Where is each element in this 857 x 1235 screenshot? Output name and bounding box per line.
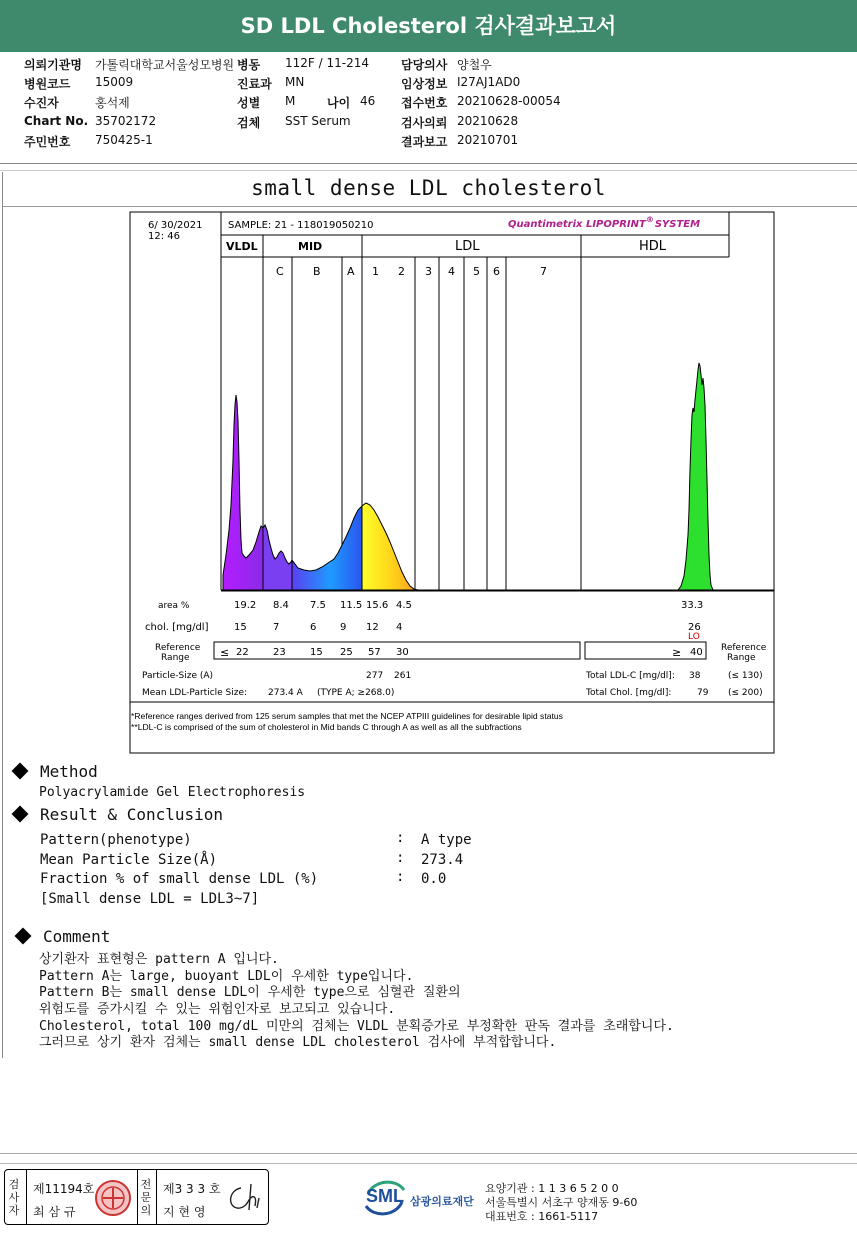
result-row-label: Fraction % of small dense LDL (%) <box>40 871 319 887</box>
ref-right-line2: Range <box>727 653 756 663</box>
area-value: 4.5 <box>396 600 412 611</box>
panel-border <box>2 172 3 1058</box>
section-hdl-label: HDL <box>639 239 667 254</box>
divider <box>26 1170 27 1224</box>
method-heading-text: Method <box>40 762 98 781</box>
ref-ge-symbol: ≥ <box>672 646 682 659</box>
method-heading <box>14 762 98 781</box>
comment-line: 위험도를 증가시킬 수 있는 위험인자로 보고되고 있습니다. <box>39 1002 396 1017</box>
receipt-label: 접수번호 <box>401 96 448 110</box>
request-label: 검사의뢰 <box>401 116 448 130</box>
band-label: C <box>276 265 284 278</box>
area-value: 8.4 <box>273 600 289 611</box>
recipient-value: 홍석제 <box>95 96 130 110</box>
particle-size-1: 277 <box>366 671 384 681</box>
band-label: 5 <box>473 265 480 278</box>
sample-id: SAMPLE: 21 - 118019050210 <box>228 220 374 231</box>
comment-line: Pattern A는 large, buoyant LDL이 우세한 type입니다. <box>39 969 414 984</box>
total-ldl-ref: (≤ 130) <box>728 671 763 681</box>
ward-value: 112F / 11-214 <box>285 56 369 70</box>
report-date-label: 결과보고 <box>401 135 448 149</box>
result-row-sep: : <box>396 850 405 866</box>
ref-label-line1: Reference <box>155 643 201 653</box>
hospital-label: 의뢰기관명 <box>24 58 82 72</box>
sml-logo-text: SML <box>366 1186 404 1206</box>
divider <box>0 1163 857 1164</box>
result-row-value: 0.0 <box>421 871 447 887</box>
divider <box>0 170 857 171</box>
report-title: SD LDL Cholesterol 검사결과보고서 <box>240 14 617 38</box>
mean-ldl-label: Mean LDL-Particle Size: <box>142 688 248 698</box>
hospital-value: 가톨릭대학교서울성모병원 <box>95 58 235 72</box>
org-code: 요양기관 : 1 1 3 6 5 2 0 0 <box>485 1182 619 1195</box>
comment-line: 그러므로 상기 환자 검체는 small dense LDL cholesterol 검사에 부적합합니다. <box>39 1035 557 1050</box>
chol-value: 7 <box>273 622 280 633</box>
signature-box <box>4 1169 269 1225</box>
chol-label: chol. [mg/dl] <box>145 622 209 633</box>
sex-label: 성별 <box>237 96 261 110</box>
test-date: 6/ 30/2021 <box>148 220 203 231</box>
specialist-license-no: 제3 3 3 호 <box>163 1182 221 1196</box>
test-time: 12: 46 <box>148 231 180 242</box>
ref-range-value: 57 <box>368 647 381 658</box>
bullet-diamond-icon <box>12 806 29 823</box>
ref-label-line2: Range <box>161 653 190 663</box>
examiner-seal-stamp <box>94 1179 132 1217</box>
ref-right-line1: Reference <box>721 643 767 653</box>
total-ldl-label: Total LDL-C [mg/dl]: <box>586 671 675 681</box>
chol-hdl: 26 <box>688 622 701 633</box>
chol-value: 4 <box>396 622 403 633</box>
result-row-sep: : <box>396 830 405 846</box>
band-label: 6 <box>493 265 500 278</box>
ward-label: 병동 <box>237 58 261 72</box>
area-value: 11.5 <box>340 600 363 611</box>
examiner-license-no: 제11194호 <box>33 1182 95 1196</box>
brand-registered-mark: ® <box>645 215 654 224</box>
hospcode-label: 병원코드 <box>24 77 71 91</box>
result-row-value: 273.4 <box>421 852 464 868</box>
section-ldl-label: LDL <box>455 239 480 254</box>
hdl-ref-value: 40 <box>690 647 703 658</box>
specialist-name: 지 현 영 <box>163 1205 206 1219</box>
ref-range-value: 25 <box>340 647 353 658</box>
sd-ldl-title: small dense LDL cholesterol <box>251 176 606 200</box>
band-label: 1 <box>372 265 379 278</box>
specimen-value: SST Serum <box>285 114 351 128</box>
bullet-diamond-icon <box>15 928 32 945</box>
request-value: 20210628 <box>457 114 519 128</box>
specialist-signature <box>223 1180 267 1216</box>
result-row-label: Pattern(phenotype) <box>40 832 192 848</box>
divider <box>156 1170 157 1224</box>
resident-value: 750425-1 <box>95 133 153 147</box>
report-title-bar <box>0 0 857 52</box>
footnote-2: **LDL-C is comprised of the sum of cholesterol in Mid bands C through A as well as all the subfractions <box>131 722 522 732</box>
chol-value: 9 <box>340 622 347 633</box>
result-row-sep: : <box>396 869 405 885</box>
clinical-value: I27AJ1AD0 <box>457 75 521 89</box>
chart-label: Chart No. <box>24 114 89 128</box>
ref-range-value: 30 <box>396 647 409 658</box>
ref-le-symbol: ≤ <box>220 646 230 659</box>
ref-range-value: 23 <box>273 647 286 658</box>
result-heading <box>14 805 223 824</box>
resident-label: 주민번호 <box>24 135 71 149</box>
chol-value: 12 <box>366 622 379 633</box>
lipoprint-report <box>128 210 776 755</box>
method-text: Polyacrylamide Gel Electrophoresis <box>39 785 306 800</box>
section-mid-label: MID <box>298 240 323 253</box>
band-label: 3 <box>425 265 432 278</box>
mean-ldl-type: (TYPE A; ≥268.0) <box>317 688 395 698</box>
comment-heading-text: Comment <box>43 927 111 946</box>
age-label: 나이 <box>327 96 351 110</box>
result-note: [Small dense LDL = LDL3~7] <box>40 891 260 907</box>
chol-value: 15 <box>234 622 247 633</box>
mean-ldl-value: 273.4 A <box>268 688 303 698</box>
chart-value: 35702172 <box>95 114 157 128</box>
footer-divider <box>0 1153 857 1154</box>
clinical-label: 임상정보 <box>401 77 448 91</box>
section-vldl-label: VLDL <box>226 240 258 253</box>
org-address: 서울특별시 서초구 양재동 9-60 <box>485 1196 638 1209</box>
area-value: 7.5 <box>310 600 326 611</box>
receipt-value: 20210628-00054 <box>457 94 561 108</box>
specialist-vertical-label: 전 문 의 <box>140 1178 152 1217</box>
sml-foundation-name: 삼광의료재단 <box>410 1196 474 1208</box>
comment-line: 상기환자 표현형은 pattern A 입니다. <box>39 952 279 967</box>
total-chol-ref: (≤ 200) <box>728 688 763 698</box>
area-value: 19.2 <box>234 600 257 611</box>
patient-info <box>0 56 857 156</box>
age-value: 46 <box>360 94 376 108</box>
specimen-label: 검체 <box>237 116 261 130</box>
area-label: area % <box>158 601 190 611</box>
divider <box>0 163 857 164</box>
band-label: B <box>313 265 321 278</box>
sml-logo <box>362 1176 482 1220</box>
band-label: A <box>347 265 355 278</box>
divider <box>2 206 857 207</box>
divider <box>137 1170 138 1224</box>
doctor-label: 담당의사 <box>401 58 448 72</box>
result-row-value: A type <box>421 832 472 848</box>
chol-value: 6 <box>310 622 317 633</box>
band-label: 2 <box>398 265 405 278</box>
result-row-label: Mean Particle Size(Å) <box>40 852 218 868</box>
examiner-vertical-label: 검 사 자 <box>8 1178 20 1217</box>
total-chol-value: 79 <box>697 688 709 698</box>
result-heading-text: Result & Conclusion <box>40 805 224 824</box>
band-label: 7 <box>540 265 547 278</box>
dept-label: 진료과 <box>237 77 272 91</box>
bullet-diamond-icon <box>12 763 29 780</box>
band-label: 4 <box>448 265 455 278</box>
examiner-name: 최 삼 규 <box>33 1205 76 1219</box>
hospcode-value: 15009 <box>95 75 134 89</box>
area-hdl: 33.3 <box>681 600 704 611</box>
dept-value: MN <box>285 75 305 89</box>
footnote-1: *Reference ranges derived from 125 serum samples that met the NCEP ATPIII guidelines for desirable lipid status <box>131 711 563 721</box>
ref-range-value: 15 <box>310 647 323 658</box>
comment-line: Cholesterol, total 100 mg/dL 미만의 검체는 VLDL 분획증가로 부정확한 판독 결과를 초래합니다. <box>39 1019 674 1034</box>
brand-system: SYSTEM <box>654 219 701 230</box>
ref-range-value: 22 <box>236 647 249 658</box>
sex-value: M <box>285 94 296 108</box>
particle-size-label: Particle-Size (A) <box>142 671 214 681</box>
report-date-value: 20210701 <box>457 133 519 147</box>
brand-name: Quantimetrix LIPOPRINT <box>508 219 646 230</box>
chol-hdl-flag: LO <box>688 632 700 642</box>
area-value: 15.6 <box>366 600 389 611</box>
recipient-label: 수진자 <box>24 96 59 110</box>
org-phone: 대표번호 : 1661-5117 <box>485 1210 599 1223</box>
lipoprint-electrophoresis-chart <box>128 210 776 755</box>
doctor-value: 양철우 <box>457 58 492 72</box>
particle-size-2: 261 <box>394 671 412 681</box>
total-ldl-value: 38 <box>689 671 701 681</box>
comment-line: Pattern B는 small dense LDL이 우세한 type으로 심혈관 질환의 <box>39 985 461 1000</box>
comment-heading <box>17 927 110 946</box>
total-chol-label: Total Chol. [mg/dl]: <box>586 688 672 698</box>
